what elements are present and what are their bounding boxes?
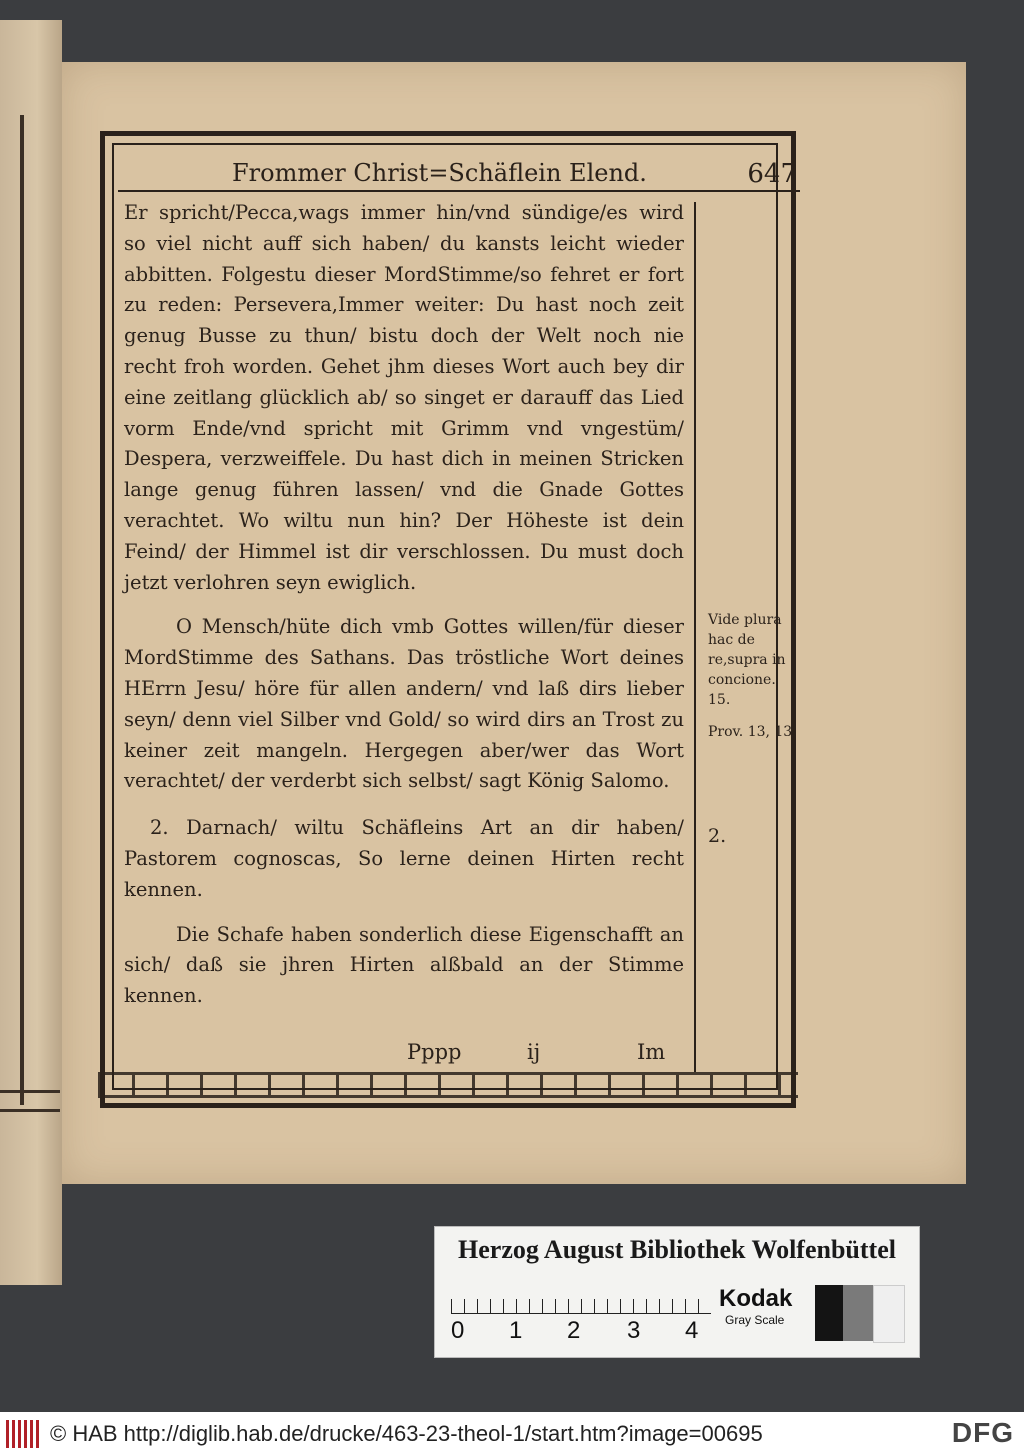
footer-bar <box>0 1412 1024 1455</box>
running-title: Frommer Christ=Schäflein Elend. <box>232 159 647 187</box>
ornamental-border <box>98 1072 798 1098</box>
gray-patch <box>843 1285 873 1341</box>
dfg-logo: DFG <box>951 1417 1014 1448</box>
gray-scale-label: Gray Scale <box>725 1313 785 1327</box>
page-number: 647 <box>747 159 797 189</box>
signature-mark: Pppp <box>407 1040 462 1064</box>
color-reference-card <box>434 1226 920 1358</box>
header-rule <box>118 190 800 192</box>
paragraph-1: Er spricht/Pecca,wags immer hin/vnd sündige/es wird so viel nicht auff sich haben/ du kansts leicht wieder abbitten. Folgestu dieser MordStimme/so fehret er fort zu reden: Persevera,Immer weiter: Du hast noch zeit genug Busse zu thun/ bistu doch der Welt noch nie recht froh worden. Gehet jhm dieses Wort auch bey dir eine zeitlang glücklich ab/ so singet er darauff das Lied vorm Ende/vnd spricht mit Grimm vnd vngestüm/ Despera, verzweiffele. Du hast dich in meinen Stricken lange genug führen lassen/ vnd die Gnade Gottes verachtet. Wo wiltu nun hin? Der Höheste ist dein Feind/ der Himmel ist dir verschlossen. Du must doch jetzt verlohren seyn ewiglich. <box>124 201 684 594</box>
ruler-number: 3 <box>627 1317 641 1344</box>
facing-page-edge <box>0 20 62 1285</box>
marginal-note-number: 2. <box>708 825 727 847</box>
library-name: Herzog August Bibliothek Wolfenbüttel <box>458 1235 896 1264</box>
ruler-number: 0 <box>451 1317 465 1344</box>
book-page <box>62 62 966 1184</box>
facing-page-ornament <box>0 1090 60 1112</box>
signature-number: ij <box>527 1040 541 1064</box>
hab-logo-icon <box>6 1420 42 1448</box>
ruler-number: 1 <box>509 1317 523 1344</box>
ruler-number: 4 <box>685 1317 699 1344</box>
source-credit[interactable]: © HAB http://diglib.hab.de/drucke/463-23-theol-1/start.htm?image=00695 <box>50 1421 763 1446</box>
paragraph-2: O Mensch/hüte dich vmb Gottes willen/für dieser MordStimme des Sathans. Das tröstliche Wort deines HErrn Jesu/ höre für allen andern/ vnd laß dirs lieber seyn/ denn viel Silber vnd Gold/ so wird dirs an Trost zu keiner zeit mangeln. Hergegen aber/wer das Wort verachtet/ der verderbt sich selbst/ sagt König Salomo. <box>124 615 684 793</box>
ruler-number: 2 <box>567 1317 581 1344</box>
white-patch <box>873 1285 905 1343</box>
catchword: Im <box>637 1040 666 1064</box>
marginal-note-prov: Prov. 13, 13. <box>708 724 797 740</box>
black-patch <box>815 1285 843 1341</box>
kodak-logo: Kodak <box>719 1285 793 1312</box>
running-header <box>232 159 797 189</box>
paragraph-4: Die Schafe haben sonderlich diese Eigenschafft an sich/ daß sie jhren Hirten alßbald an der Stimme kennen. <box>124 922 684 1008</box>
paragraph-3: 2. Darnach/ wiltu Schäfleins Art an dir haben/ Pastorem cognoscas, So lerne deinen Hirten recht kennen. <box>124 816 684 901</box>
main-text <box>124 198 684 1012</box>
facing-page-frame <box>6 115 24 1105</box>
ruler-scale <box>451 1287 711 1314</box>
margin-column-rule <box>694 202 696 1072</box>
marginal-note-vide: Vide plura hac de re,supra in concione. 15. <box>708 612 786 708</box>
